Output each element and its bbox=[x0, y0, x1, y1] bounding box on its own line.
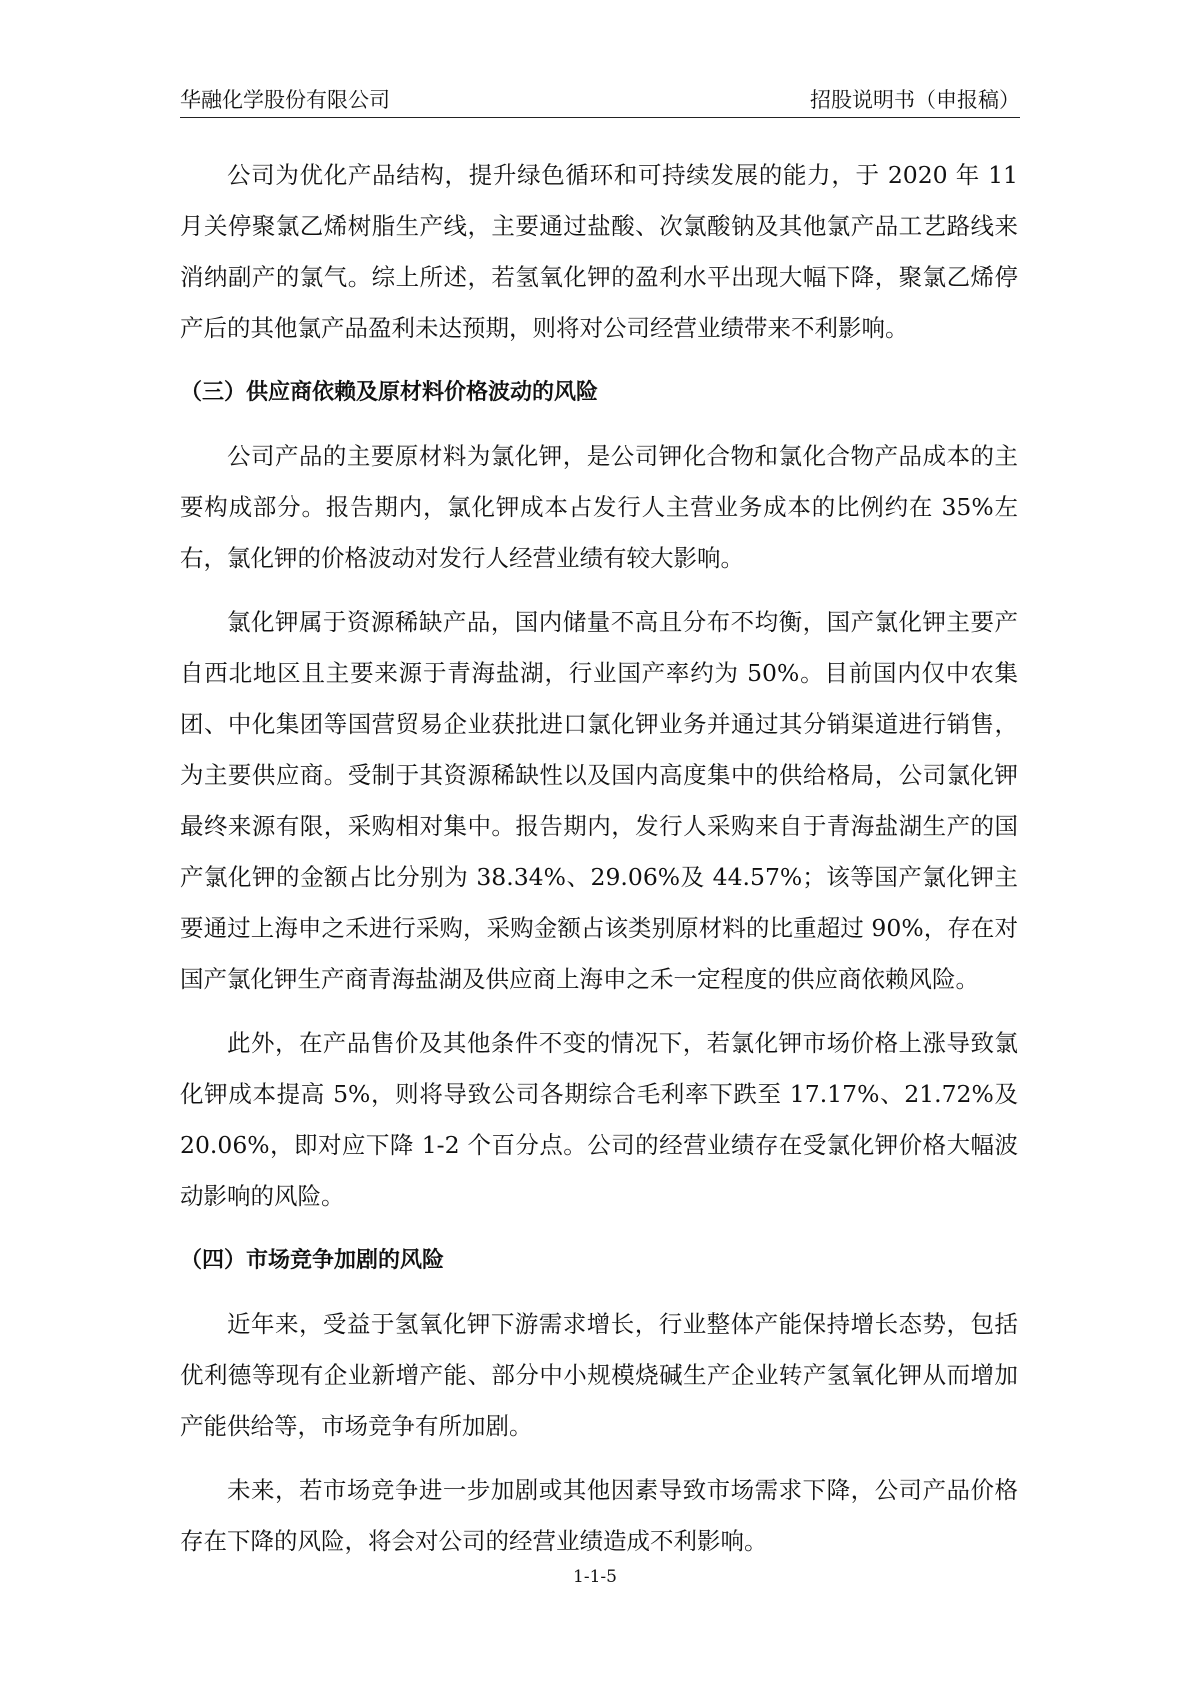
section-heading-competition-risk: （四）市场竞争加剧的风险 bbox=[180, 1248, 445, 1273]
paragraph-market-competition: 近年来，受益于氢氧化钾下游需求增长，行业整体产能保持增长态势，包括优利德等现有企业新增产能、部分中小规模烧碱生产企业转产氢氧化钾从而增加产能供给等，市场竞争有所加剧。 bbox=[180, 1310, 1018, 1440]
paragraph-raw-material: 公司产品的主要原材料为氯化钾，是公司钾化合物和氯化合物产品成本的主要构成部分。报告期内，氯化钾成本占发行人主营业务成本的比例约在 35%左右，氯化钾的价格波动对发行人经营业绩有较大影响。 bbox=[180, 442, 1018, 572]
header-company-name: 华融化学股份有限公司 bbox=[180, 88, 390, 112]
paragraph-potassium-chloride-supply: 氯化钾属于资源稀缺产品，国内储量不高且分布不均衡，国产氯化钾主要产自西北地区且主要来源于青海盐湖，行业国产率约为 50%。目前国内仅中农集团、中化集团等国营贸易企业获批进口氯化钾业务并通过其分销渠道进行销售，为主要供应商。受制于其资源稀缺性以及国内高度集中的供给格局，公司氯化钾最终来源有限，采购相对集中。报告期内，发行人采购来自于青海盐湖生产的国产氯化钾的金额占比分别为 38.34%、29.06%及 44.57%；该等国产氯化钾主要通过上海申之禾进行采购，采购金额占该类别原材料的比重超过 90%，存在对国产氯化钾生产商青海盐湖及供应商上海申之禾一定程度的供应商依赖风险。 bbox=[180, 608, 1018, 993]
section-heading-supplier-risk: （三）供应商依赖及原材料价格波动的风险 bbox=[180, 380, 599, 405]
page-number: 1-1-5 bbox=[573, 1567, 617, 1587]
paragraph-pvc-shutdown: 公司为优化产品结构，提升绿色循环和可持续发展的能力，于 2020 年 11 月关停聚氯乙烯树脂生产线，主要通过盐酸、次氯酸钠及其他氯产品工艺路线来消纳副产的氯气。综上所述，若氢氧化钾的盈利水平出现大幅下降，聚氯乙烯停产后的其他氯产品盈利未达预期，则将对公司经营业绩带来不利影响。 bbox=[180, 161, 1018, 342]
header-divider bbox=[180, 117, 1020, 118]
paragraph-price-decline-risk: 未来，若市场竞争进一步加剧或其他因素导致市场需求下降，公司产品价格存在下降的风险，将会对公司的经营业绩造成不利影响。 bbox=[180, 1476, 1018, 1555]
header-document-title: 招股说明书（申报稿） bbox=[810, 88, 1020, 112]
paragraph-price-sensitivity: 此外，在产品售价及其他条件不变的情况下，若氯化钾市场价格上涨导致氯化钾成本提高 5%，则将导致公司各期综合毛利率下跌至 17.17%、21.72%及 20.06%，即对应下降 1-2 个百分点。公司的经营业绩存在受氯化钾价格大幅波动影响的风险。 bbox=[180, 1029, 1018, 1210]
page-body bbox=[180, 150, 1018, 1567]
page-header bbox=[180, 84, 1020, 114]
